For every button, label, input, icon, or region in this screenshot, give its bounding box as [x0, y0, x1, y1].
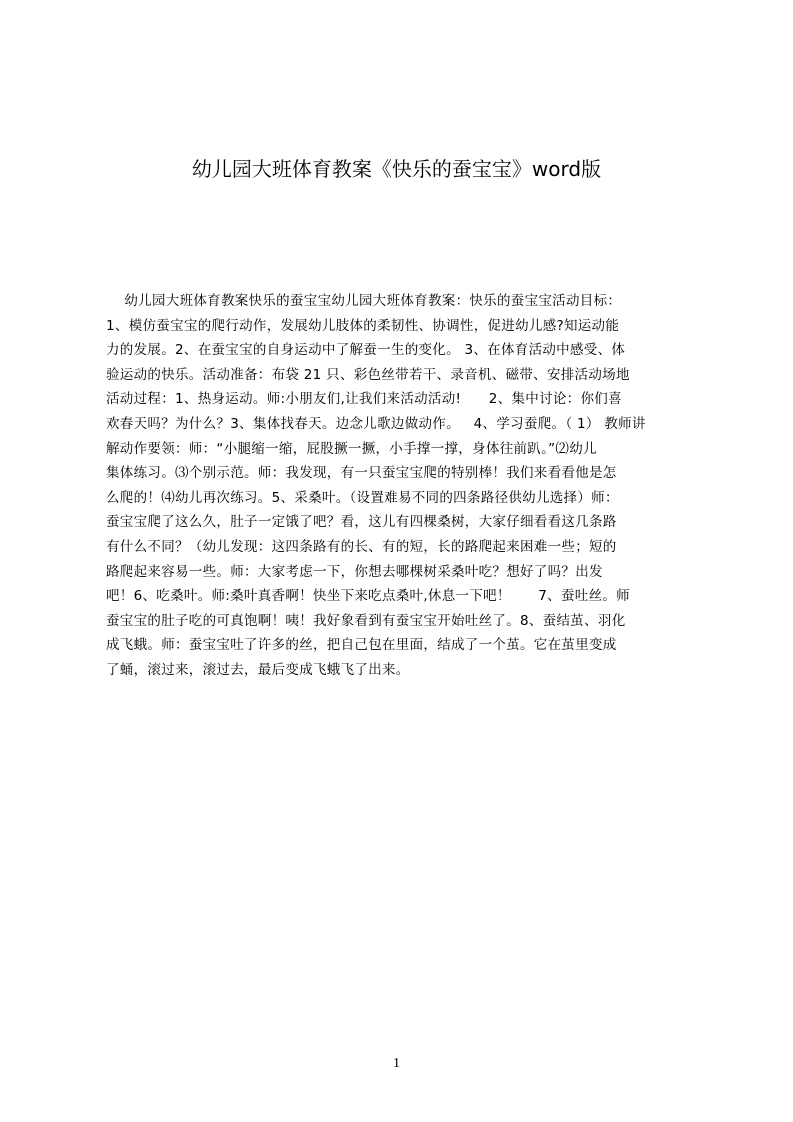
body-line: 有什么不同？（幼儿发现：这四条路有的长、有的短，长的路爬起来困难一些；短的 — [106, 538, 617, 555]
body-line: 幼儿园大班体育教案快乐的蚕宝宝幼儿园大班体育教案：快乐的蚕宝宝活动目标： — [106, 293, 622, 309]
body-line: 蚕宝宝爬了这么久，肚子一定饿了吧？看，这儿有四棵桑树，大家仔细看看这几条路 — [106, 514, 617, 531]
body-line: 成飞蛾。师：蚕宝宝吐了许多的丝，把自己包在里面，结成了一个茧。它在茧里变成 — [106, 637, 617, 654]
body-line: 路爬起来容易一些。师：大家考虑一下，你想去哪棵树采桑叶吃？想好了吗？出发 — [106, 563, 603, 580]
page-number: 1 — [393, 1056, 400, 1071]
body-line: 吧！6、吃桑叶。师:桑叶真香啊！快坐下来吃点桑叶,休息一下吧！ 7、蚕吐丝。师 — [106, 588, 630, 605]
body-line: 验运动的快乐。活动准备：布袋 21 只、彩色丝带若干、录音机、磁带、安排活动场地 — [106, 366, 630, 383]
body-line: 活动过程：1、热身运动。师:小朋友们,让我们来活动活动! 2、集中讨论：你们喜 — [106, 391, 622, 408]
body-line: 了蛹，滚过来，滚过去，最后变成飞蛾飞了出来。 — [106, 661, 410, 678]
body-line: 1、模仿蚕宝宝的爬行动作，发展幼儿肢体的柔韧性、协调性，促进幼儿感?知运动能 — [106, 317, 620, 334]
body-line: 么爬的！⑷幼儿再次练习。5、采桑叶。（设置难易不同的四条路径供幼儿选择）师： — [106, 489, 619, 506]
body-line: 解动作要领：师：“小腿缩一缩，屁股撅一撅，小手撑一撑，身体往前趴。”⑵幼儿 — [106, 440, 597, 457]
document-title: 幼儿园大班体育教案《快乐的蚕宝宝》word版 — [191, 157, 602, 182]
document-body — [106, 289, 696, 683]
body-line: 力的发展。2、在蚕宝宝的自身运动中了解蚕一生的变化。 3、在体育活动中感受、体 — [106, 342, 626, 359]
body-line: 欢春天吗？为什么？3、集体找春天。边念儿歌边做动作。 4、学习蚕爬。（ 1） 教师讲 — [106, 415, 646, 432]
body-line: 蚕宝宝的肚子吃的可真饱啊！咦！我好象看到有蚕宝宝开始吐丝了。8、蚕结茧、羽化 — [106, 612, 626, 629]
body-line: 集体练习。⑶个别示范。师：我发现，有一只蚕宝宝爬的特别棒！我们来看看他是怎 — [106, 465, 617, 482]
